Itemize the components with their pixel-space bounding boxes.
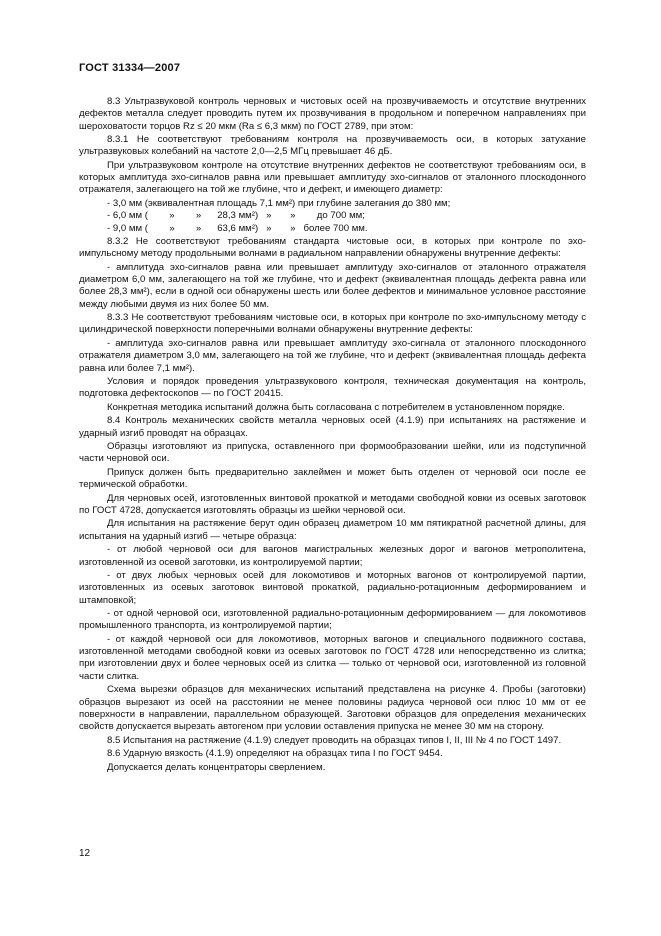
body-text — [79, 96, 586, 775]
paragraph-8-3-3: 8.3.3 Не соответствуют требованиям чистовые оси, в которых при контроле по эхо-импульсному методу с цилиндрической поверхности поперечными волнами обнаружены внутренние дефекты: — [79, 312, 586, 336]
paragraph: Для испытания на растяжение берут один образец диаметром 10 мм пятикратной расчетной длины, для испытания на ударный изгиб — четыре образца: — [79, 518, 586, 542]
paragraph-8-3-1: 8.3.1 Не соответствуют требованиям контроля на прозвучиваемость оси, в которых затухание ультразвуковых колебаний на частоте 2,0—2,5 МГц превышает 46 дБ. — [79, 134, 586, 158]
paragraph: Условия и порядок проведения ультразвукового контроля, техническая документация на контроль, подготовка дефектоскопов — по ГОСТ 20415. — [79, 376, 586, 400]
paragraph: Образцы изготовляют из припуска, оставленного при формообразовании шейки, или из подступичной части черновой оси. — [79, 441, 586, 465]
paragraph: Припуск должен быть предварительно заклеймен и может быть отделен от черновой оси после ее термической обработки. — [79, 466, 586, 491]
paragraph: Для черновых осей, изготовленных винтовой прокаткой и методами свободной ковки из осевых заготовок по ГОСТ 4728, допускается изготовлять образцы из шейки черновой оси. — [79, 492, 586, 516]
list-item: - 9,0 мм ( » » 63,6 мм²) » » более 700 мм. — [107, 222, 368, 234]
paragraph-8-3-2: 8.3.2 Не соответствуют требованиям стандарта чистовые оси, в которых при контроле по эхо-импульсному методу продольными волнами в радиальном направлении обнаружены внутренние дефекты: — [79, 236, 586, 260]
paragraph: Схема вырезки образцов для механических испытаний представлена на рисунке 4. Пробы (заготовки) образцов вырезают из осей на расстоянии не менее половины радиуса черновой оси плюс 10 мм от ее поверхности в направлении, параллельном образующей. Заготовки образцов для определения механических свойств допускается вырезать автогеном при условии оставления припуска не менее 30 мм на сторону. — [79, 684, 586, 733]
list-item: - амплитуда эхо-сигналов равна или превышает амплитуду эхо-сигналов от эталонного отражателя диаметром 6,0 мм, залегающего на той же глубине, что и дефект (эквивалентная площадь дефекта равна или более 28,3 мм²), если в одной оси обнаружены шесть или более дефектов и минимальное условное расстояние между любыми двумя из них более 50 мм. — [79, 261, 586, 310]
list-item: - 3,0 мм (эквивалентная площадь 7,1 мм²) при глубине залегания до 380 мм; — [107, 197, 451, 209]
paragraph: При ультразвуковом контроле на отсутствие внутренних дефектов не соответствуют требованиям оси, в которых амплитуда эхо-сигналов равна или превышает амплитуду эхо-сигналов от эталонного плоскодонного отражателя, залегающего на той же глубине, что и дефект, и имеющего диаметр: — [79, 159, 586, 196]
list-item: - амплитуда эхо-сигналов равна или превышает амплитуду эхо-сигнала от эталонного плоскодонного отражателя диаметром 3,0 мм, залегающего на той же глубине, что и дефект (эквивалентная площадь дефекта равна или более 7,1 мм²). — [79, 337, 586, 374]
list-item: - от каждой черновой оси для локомотивов, моторных вагонов и специального подвижного состава, изготовленной методами свободной ковки из осевых заготовок по ГОСТ 4728 или непосредственно из слитка; при изготовлении двух и более черновых осей из слитка — только от черновой оси, изготовленной из головной части слитка. — [79, 633, 586, 682]
page-number: 12 — [79, 848, 91, 859]
paragraph: Конкретная методика испытаний должна быть согласована с потребителем в установленном порядке. — [107, 401, 565, 413]
list-item: - от двух любых черновых осей для локомотивов и моторных вагонов от контролируемой партии, изготовленных из осевых заготовок винтовой прокаткой, радиально-ротационным деформированием и штамповкой; — [79, 569, 586, 606]
list-item: - 6,0 мм ( » » 28,3 мм²) » » до 700 мм; — [107, 210, 365, 222]
paragraph-8-3: 8.3 Ультразвуковой контроль черновых и чистовых осей на прозвучиваемость и отсутствие внутренних дефектов металла следует проводить путем их прозвучивания в продольном и поперечном направлениях при шероховатости торцов Rz ≤ 20 мкм (Ra ≤ 6,3 мкм) по ГОСТ 2789, при этом: — [79, 96, 586, 132]
paragraph-8-6: 8.6 Ударную вязкость (4.1.9) определяют на образцах типа I по ГОСТ 9454. — [107, 748, 443, 760]
paragraph: Допускается делать концентраторы сверлением. — [107, 761, 326, 773]
list-item: - от любой черновой оси для вагонов магистральных железных дорог и вагонов метрополитена, изготовленной из осевой заготовки, из контролируемой партии; — [79, 544, 586, 568]
list-item: - от одной черновой оси, изготовленной радиально-ротационным деформированием — для локомотивов промышленного транспорта, из контролируемой партии; — [79, 608, 586, 632]
paragraph-8-5: 8.5 Испытания на растяжение (4.1.9) следует проводить на образцах типов I, II, III № 4 по ГОСТ 1497. — [107, 734, 562, 746]
paragraph-8-4: 8.4 Контроль механических свойств металла черновых осей (4.1.9) при испытаниях на растяжение и ударный изгиб проводят на образцах. — [79, 415, 586, 439]
standard-header: ГОСТ 31334—2007 — [79, 62, 181, 74]
